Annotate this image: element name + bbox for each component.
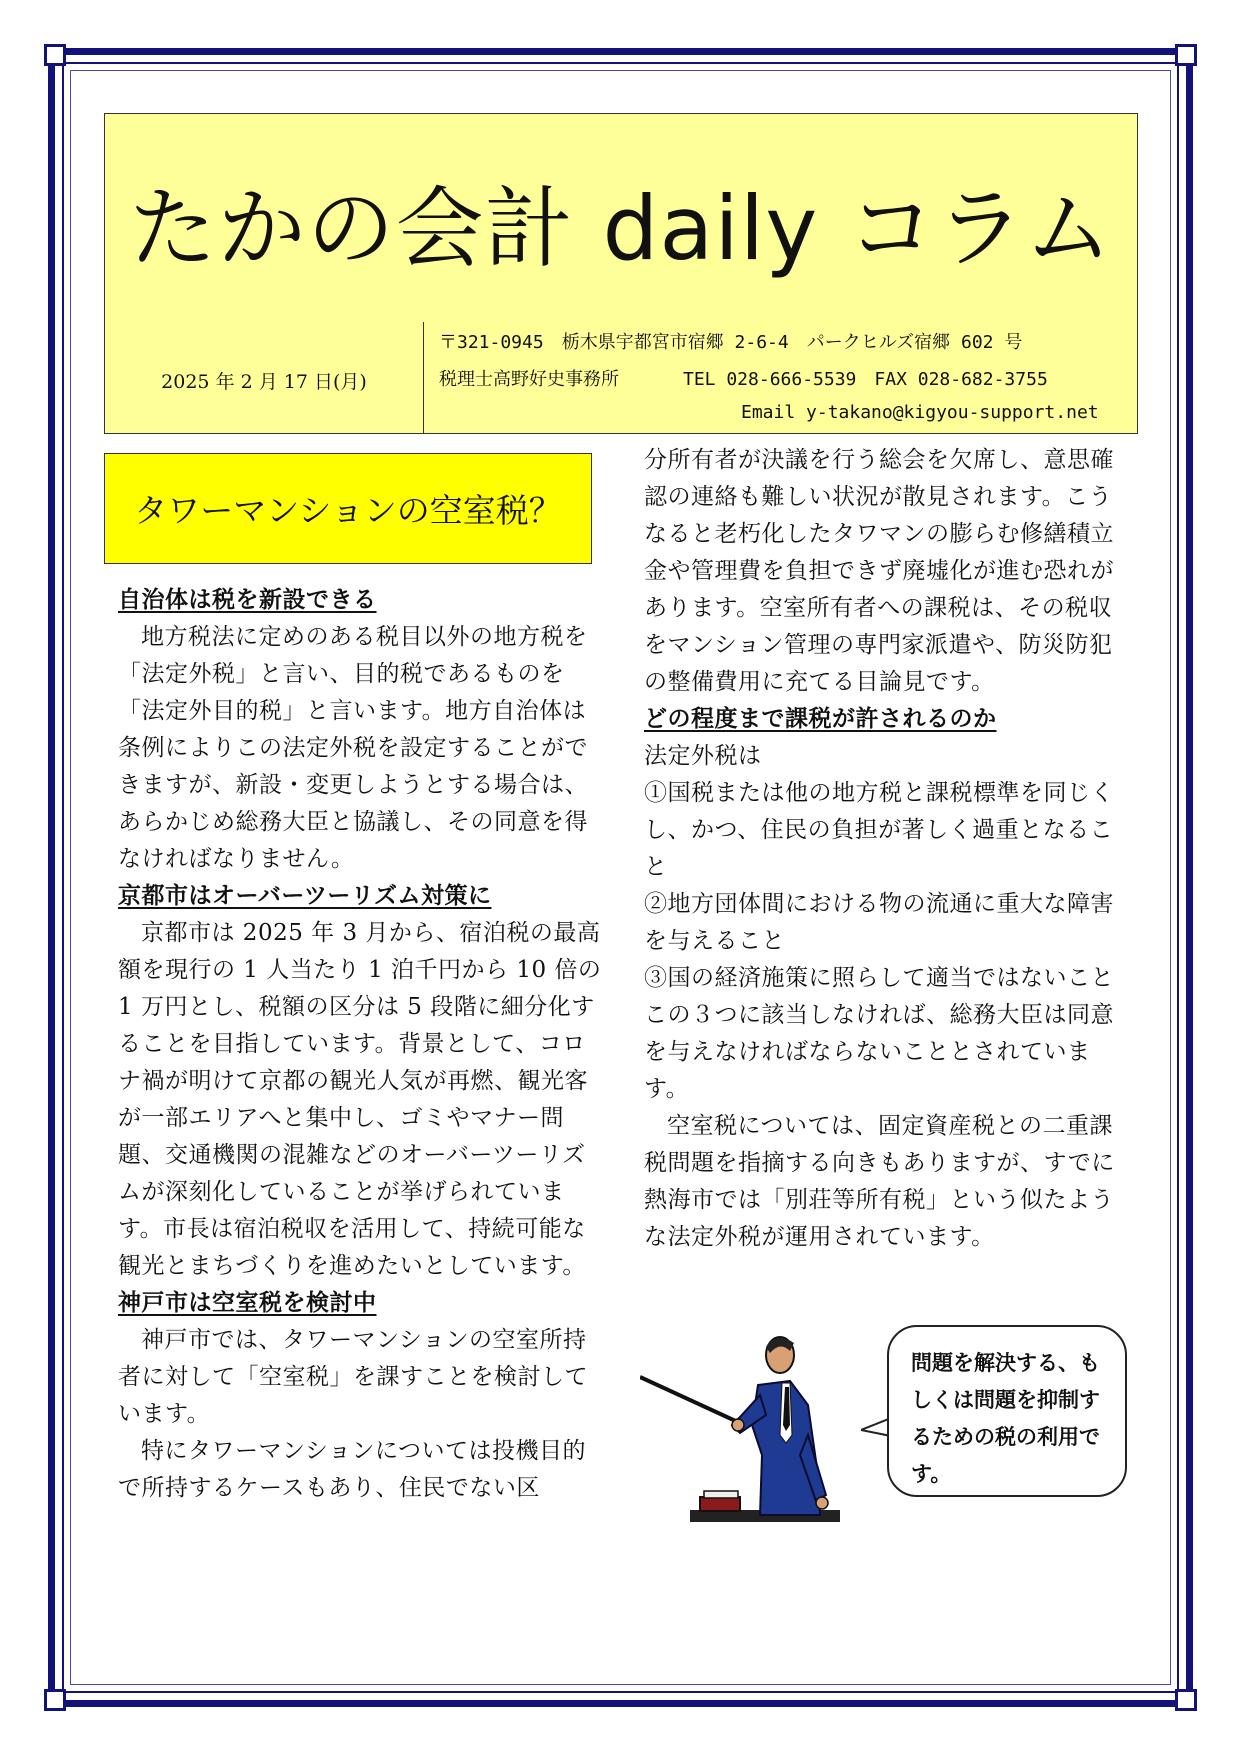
office-name: 税理士高野好史事務所 <box>439 369 619 390</box>
section-heading: 神戸市は空室税を検討中 <box>118 1290 377 1316</box>
office-contact-line <box>439 365 1048 391</box>
list-item: ①国税または他の地方税と課税標準を同じくし、かつ、住民の負担が著しく過重となること <box>644 780 1114 880</box>
speech-bubble: 問題を解決する、もしくは問題を抑制するための税の利用です。 <box>887 1325 1127 1497</box>
section-heading: 京都市はオーバーツーリズム対策に <box>118 883 492 909</box>
border-corner-ornament <box>1175 1689 1197 1711</box>
issue-date: 2025 年 2 月 17 日(月) <box>161 371 367 393</box>
paragraph: 特にタワーマンションについては投機目的で所持するケースもあり、住民でない区 <box>118 1438 587 1501</box>
paragraph: 分所有者が決議を行う総会を欠席し、意思確認の連絡も難しい状況が散見されます。こうなると老朽化したタワマンの膨らむ修繕積立金や管理費を負担できず廃墟化が進む恐れがあります。空室所有者への課税は、その税収をマンション管理の専門家派遣や、防災防犯の整備費用に充てる目論見です。 <box>644 447 1114 695</box>
paragraph: 地方税法に定めのある税目以外の地方税を「法定外税」と言い、目的税であるものを「法定外目的税」と言います。地方自治体は条例によりこの法定外税を設定することができますが、新設・変更しようとする場合は、あらかじめ総務大臣と協議し、その同意を得なければなりません。 <box>118 624 588 872</box>
article-headline-box <box>104 453 592 564</box>
border-corner-ornament <box>1175 44 1197 66</box>
section-heading: どの程度まで課税が許されるのか <box>644 706 997 732</box>
paragraph: 神戸市では、タワーマンションの空室所持者に対して「空室税」を課すことを検討しています。 <box>118 1327 588 1427</box>
article-column-right <box>644 442 1128 1256</box>
border-corner-ornament <box>44 44 66 66</box>
tel-fax: TEL 028-666-5539 FAX 028-682-3755 <box>683 369 1048 390</box>
section-heading: 自治体は税を新設できる <box>118 587 377 613</box>
border-corner-ornament <box>44 1689 66 1711</box>
info-divider <box>423 322 424 433</box>
list-item: ②地方団体間における物の流通に重大な障害を与えること <box>644 891 1114 954</box>
info-bar <box>104 322 1138 434</box>
paragraph: 京都市は 2025 年 3 月から、宿泊税の最高額を現行の 1 人当たり 1 泊千円から 10 倍の 1 万円とし、税額の区分は 5 段階に細分化することを目指しています。背景として、コロナ禍が明けて京都の観光人気が再燃、観光客が一部エリアへと集中し、ゴミやマナー問題、交通機関の混雑などのオーバーツーリズムが深刻化していることが挙げられています。市長は宿泊税収を活用して、持続可能な観光とまちづくりを進めたいとしています。 <box>118 920 602 1279</box>
article-headline: タワーマンションの空室税？ <box>134 491 562 530</box>
article-column-left <box>118 582 602 1507</box>
office-address: 〒321-0945 栃木県宇都宮市宿郷 2-6-4 パークヒルズ宿郷 602 号 <box>439 332 1023 353</box>
paragraph: この３つに該当しなければ、総務大臣は同意を与えなければならないこととされています。 <box>644 1002 1114 1102</box>
office-email: Email y-takano@kigyou-support.net <box>741 402 1099 423</box>
masthead <box>104 113 1138 323</box>
list-item: ③国の経済施策に照らして適当ではないこと <box>644 965 1114 991</box>
newsletter-title: たかの会計 daily コラム <box>128 177 1114 280</box>
paragraph: 法定外税は <box>644 743 762 769</box>
paragraph: 空室税については、固定資産税との二重課税問題を指摘する向きもありますが、すでに熱海市では「別荘等所有税」という似たような法定外税が運用されています。 <box>644 1113 1115 1250</box>
